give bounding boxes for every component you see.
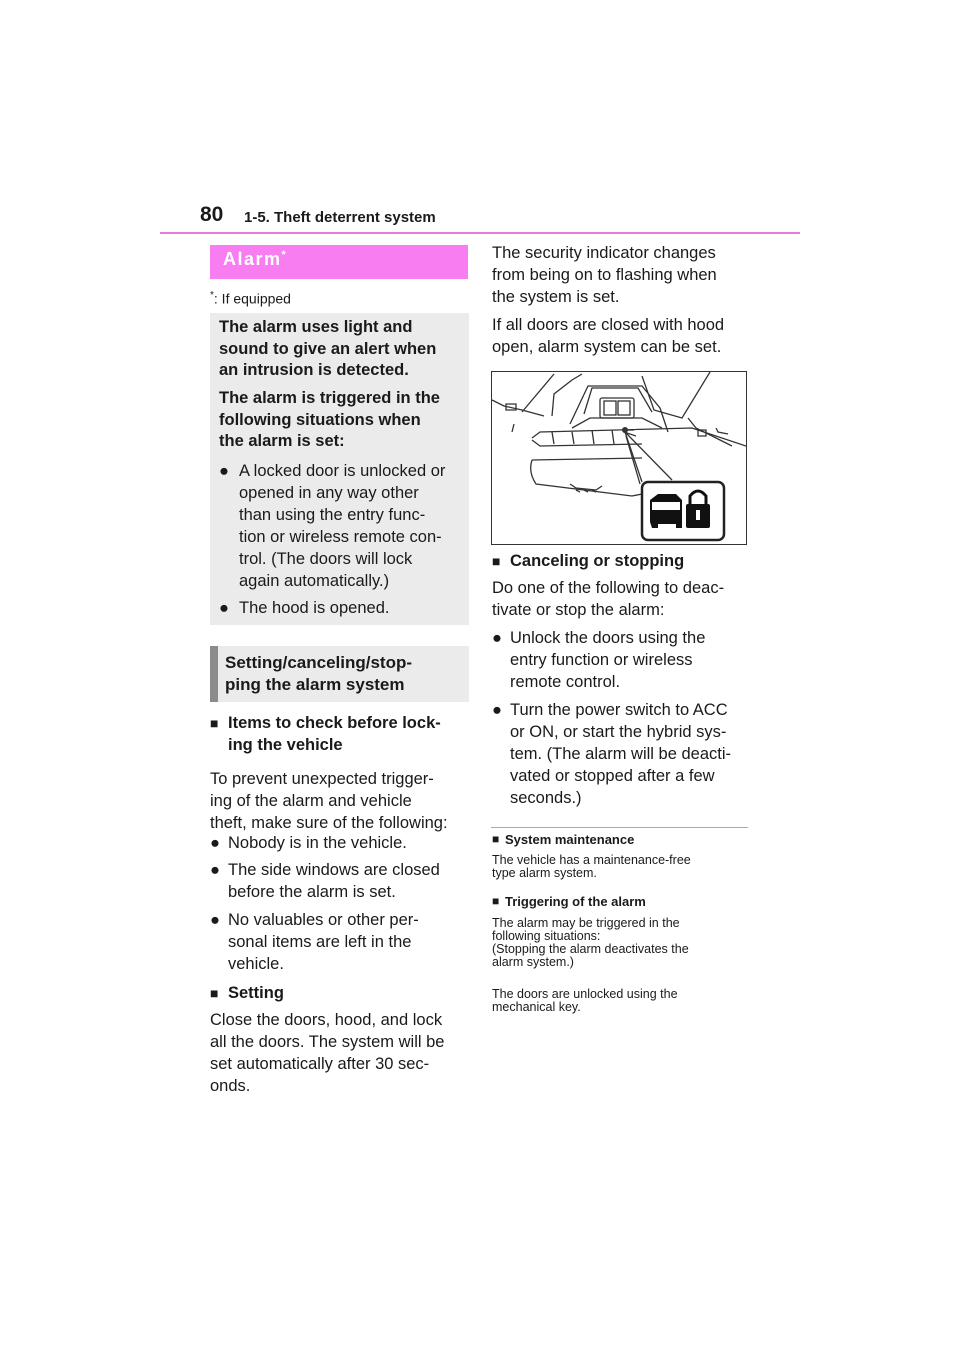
alarm-heading-bar [210, 245, 468, 279]
square-bullet-icon: ■ [492, 553, 501, 569]
items-check-paragraph: To prevent unexpected trigger- ing of the alarm and vehicle theft, make sure of the following: [210, 770, 448, 832]
list-item: ● A locked door is unlocked or opened in any way other than using the entry func- tion or wireless remote con- trol. (The doors will lock again automatically.) [219, 462, 446, 590]
bullet-icon: ● [219, 599, 229, 617]
mechanical-key-paragraph: The doors are unlocked using the mechanical key. [492, 987, 678, 1014]
footnote-if-equipped: *: If equipped [210, 290, 291, 307]
section-title: 1-5. Theft deterrent system [244, 209, 436, 226]
hood-open-paragraph: If all doors are closed with hood open, alarm system can be set. [492, 316, 725, 356]
indicator-paragraph: The security indicator changes from being on to flashing when the system is set. [492, 244, 717, 306]
trigger-text: The alarm is triggered in the following situations when the alarm is set: [219, 389, 440, 450]
summary-box [210, 313, 469, 625]
setting-paragraph: Close the doors, hood, and lock all the doors. The system will be set automatically after 30 sec- onds. [210, 1011, 445, 1095]
intro-text: The alarm uses light and sound to give an alert when an intrusion is detected. [219, 318, 437, 379]
bullet-icon: ● [492, 629, 502, 647]
maintenance-subheading: ■ System maintenance [492, 832, 635, 847]
list-item: ● No valuables or other per- sonal items are left in the vehicle. [210, 911, 419, 973]
items-check-subheading: ■ Items to check before lock- ing the vehicle [210, 714, 441, 754]
bullet-icon: ● [210, 834, 220, 852]
canceling-paragraph: Do one of the following to deac- tivate or stop the alarm: [492, 579, 725, 619]
square-bullet-icon: ■ [492, 894, 500, 908]
square-bullet-icon: ■ [210, 715, 219, 731]
alarm-heading: Alarm* [223, 249, 288, 269]
bullet-icon: ● [210, 911, 220, 929]
bullet-icon: ● [492, 701, 502, 719]
setting-section-heading: Setting/canceling/stop- ping the alarm system [210, 646, 469, 702]
overhead-console-drawing [492, 372, 746, 544]
canceling-subheading: ■ Canceling or stopping [492, 552, 685, 570]
setting-subheading: ■ Setting [210, 984, 284, 1002]
security-indicator-illustration [491, 371, 747, 545]
list-item: ● Unlock the doors using the entry function or wireless remote control. [492, 629, 706, 691]
maintenance-paragraph: The vehicle has a maintenance-free type alarm system. [492, 853, 691, 880]
square-bullet-icon: ■ [210, 985, 219, 1001]
bullet-icon: ● [210, 861, 220, 879]
triggering-subheading: ■ Triggering of the alarm [492, 894, 646, 909]
header-rule [160, 232, 800, 234]
square-bullet-icon: ■ [492, 832, 500, 846]
triggering-paragraph: The alarm may be triggered in the following situations: (Stopping the alarm deactivates the alarm system.) [492, 916, 689, 969]
bullet-icon: ● [219, 462, 229, 480]
notes-divider [491, 827, 748, 828]
list-item: ● Nobody is in the vehicle. [210, 834, 407, 852]
list-item: ● Turn the power switch to ACC or ON, or start the hybrid sys- tem. (The alarm will be deacti- vated or stopped after a few seconds.) [492, 701, 731, 807]
list-item: ● The side windows are closed before the alarm is set. [210, 861, 440, 901]
list-item: ● The hood is opened. [219, 599, 390, 617]
page-number: 80 [200, 203, 224, 226]
